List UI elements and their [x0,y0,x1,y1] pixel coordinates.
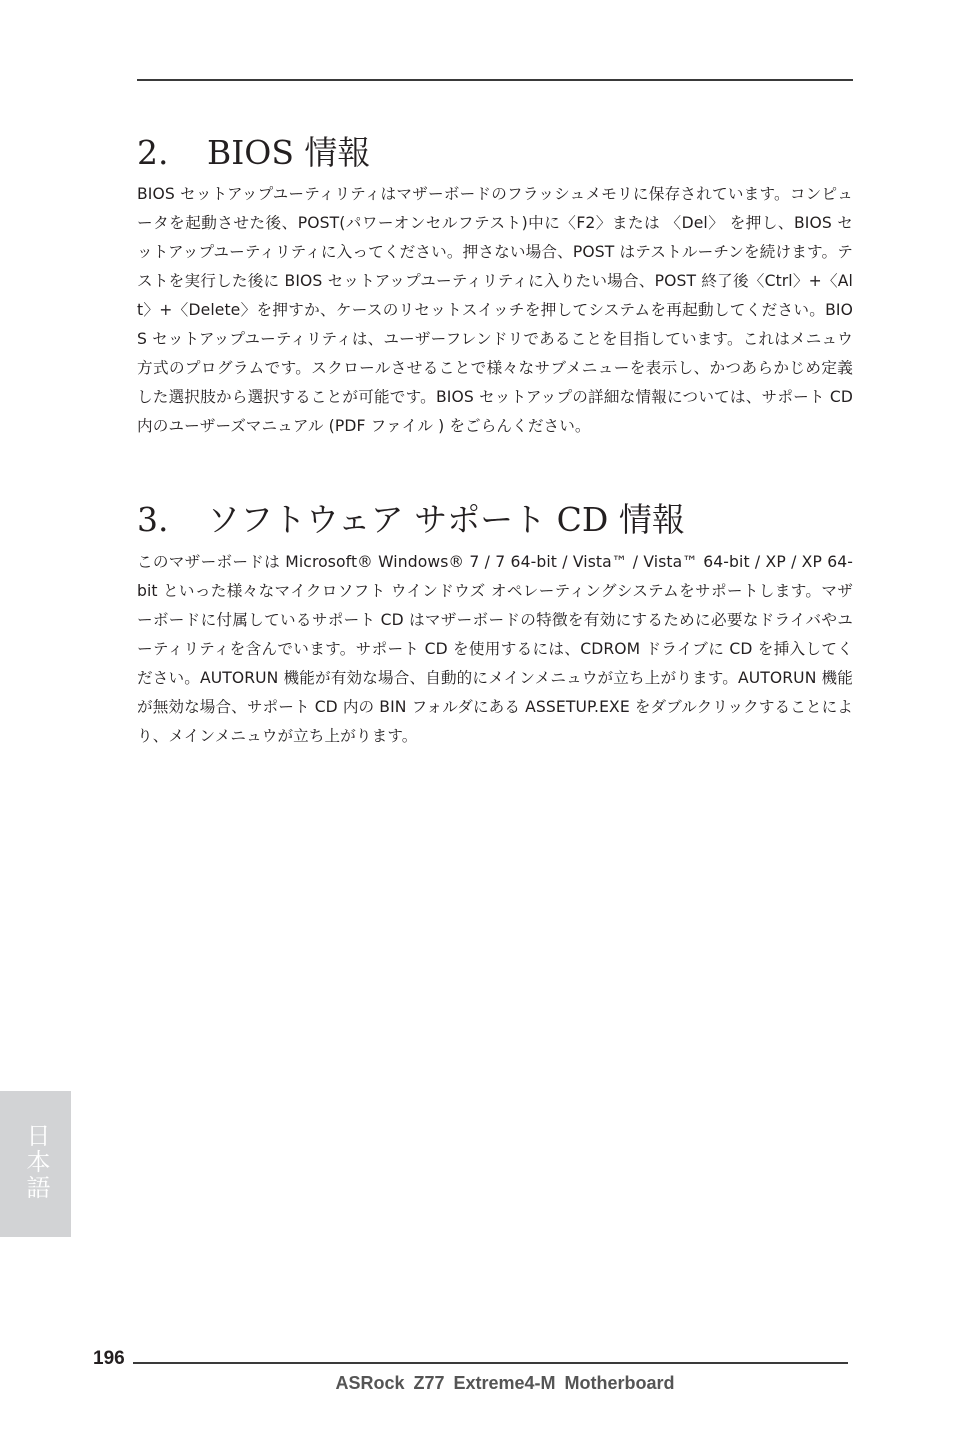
footer-rule [133,1362,848,1364]
section-3-heading [137,500,685,540]
page-number: 196 [93,1348,125,1369]
section-3-body: このマザーボードは Microsoft® Windows® 7 / 7 64-bit / Vista™ / Vista™ 64-bit / XP / XP 64-bit といった様々なマイクロソフト ウインドウズ オペレーティングシステムをサポートします。マザーボードに付属しているサポート CD はマザーボードの特徴を有効にするために必要なドライバやユーティリティを含んでいます。サポート CD を使用するには、CDROM ドライブに CD を挿入してください。AUTORUN 機能が有効な場合、自動的にメインメニュウが立ち上がります。AUTORUN 機能が無効な場合、サポート CD 内の BIN フォルダにある ASSETUP.EXE をダブルクリックすることにより、メインメニュウが立ち上がります。 [137,553,853,745]
language-side-tab [0,1091,71,1237]
section-3-number: 3. [137,500,169,539]
section-2-number: 2. [137,133,169,172]
section-3-title: ソフトウェア サポート CD 情報 [207,500,685,539]
language-tab-label: 日本語 [22,1123,50,1201]
footer-title: ASRock Z77 Extreme4-M Motherboard [335,1373,675,1393]
section-2-body: BIOS セットアップユーティリティはマザーボードのフラッシュメモリに保存されています。コンピュータを起動させた後、POST(パワーオンセルフテスト)中に〈F2〉または 〈Del〉 を押し、BIOS セットアップユーティリティに入ってください。押さない場合、POST はテストルーチンを続けます。テストを実行した後に BIOS セットアップユーティリティに入りたい場合、POST 終了後〈Ctrl〉+〈Alt〉+〈Delete〉を押すか、ケースのリセットスイッチを押してシステムを再起動してください。BIOS セットアップユーティリティは、ユーザーフレンドリであることを目指しています。これはメニュウ方式のプログラムです。スクロールさせることで様々なサブメニューを表示し、かつあらかじめ定義した選択肢から選択することが可能です。BIOS セットアップの詳細な情報については、サポート CD 内のユーザーズマニュアル (PDF ファイル ) をごらんください。 [137,185,853,435]
section-2-heading [137,133,370,173]
section-2-title: BIOS 情報 [207,133,371,172]
top-rule [137,79,853,81]
